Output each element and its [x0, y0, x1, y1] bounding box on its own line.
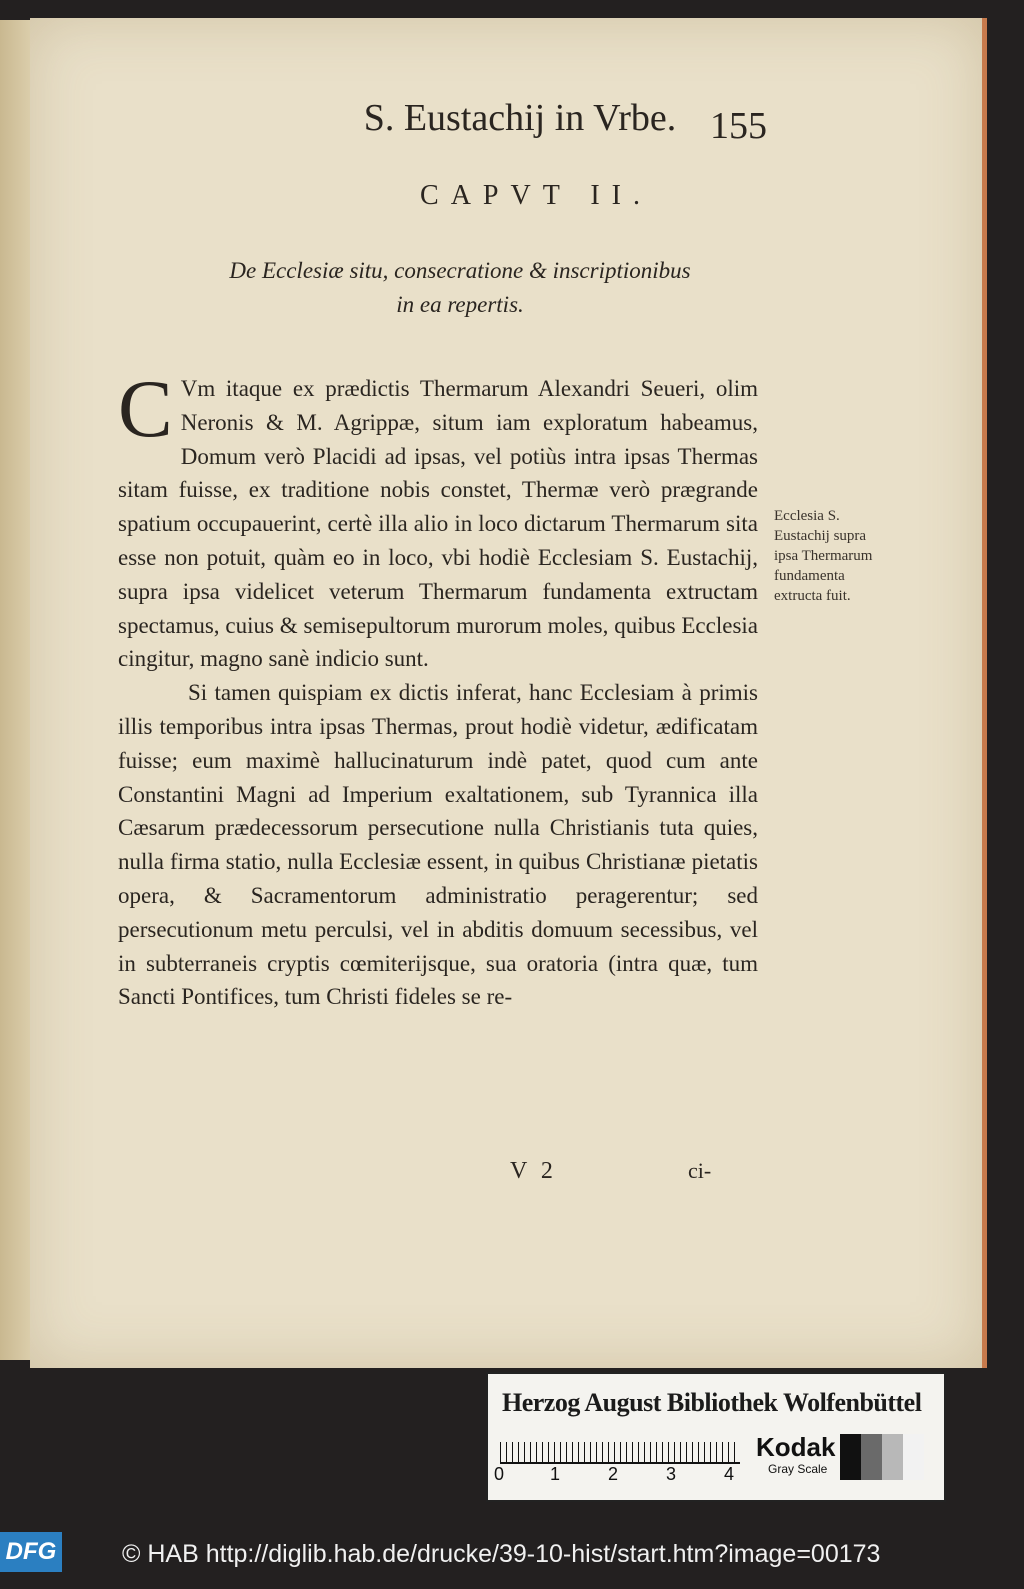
chapter-subtitle	[140, 254, 780, 322]
gray-swatch	[861, 1434, 882, 1480]
body-text	[118, 363, 758, 1014]
drop-cap: C	[118, 363, 173, 454]
color-calibration-bar	[486, 1372, 946, 1502]
subtitle-line-2: in ea repertis.	[396, 292, 524, 317]
dfg-logo: DFG	[0, 1532, 62, 1572]
running-head: S. Eustachij in Vrbe.	[363, 97, 677, 139]
signature-mark: V 2	[510, 1158, 557, 1184]
ruler-number: 3	[666, 1464, 677, 1484]
gray-swatch	[903, 1434, 924, 1480]
copyright-url[interactable]: © HAB http://diglib.hab.de/drucke/39-10-hist/start.htm?image=00173	[122, 1540, 881, 1568]
gray-scale-label: Gray Scale	[768, 1462, 828, 1476]
scan-left-edge	[0, 20, 34, 1360]
ruler-number: 0	[494, 1464, 505, 1484]
ruler-number: 1	[550, 1464, 561, 1484]
gray-swatch	[840, 1434, 861, 1480]
page-number: 155	[710, 105, 767, 147]
gray-swatch	[882, 1434, 903, 1480]
paragraph-1	[118, 363, 758, 676]
subtitle-line-1: De Ecclesiæ situ, consecratione & inscriptionibus	[229, 258, 691, 283]
chapter-heading: CAPVT II.	[420, 180, 652, 211]
book-page	[30, 18, 987, 1368]
marginal-note: Ecclesia S. Eustachij supra ipsa Thermarum fundamenta extructa fuit.	[774, 508, 873, 604]
library-name: Herzog August Bibliothek Wolfenbüttel	[502, 1388, 922, 1417]
ruler-number: 4	[724, 1464, 735, 1484]
ruler-number: 2	[608, 1464, 619, 1484]
catchword: ci-	[688, 1158, 712, 1183]
gray-swatches	[840, 1434, 924, 1480]
kodak-logo: Kodak	[756, 1432, 836, 1462]
scale-ruler	[500, 1428, 740, 1464]
paragraph-1-text: Vm itaque ex prædictis Thermarum Alexandri Seueri, olim Neronis & M. Agrippæ, situm iam exploratum habeamus, Domum verò Placidi ad ipsas, vel potiùs intra ipsas Thermas sitam fuisse, ex traditione nobis constet, Thermæ verò prægrande spatium occupauerint, certè illa alio in loco dictarum Thermarum sita esse non potuit, quàm eo in loco, vbi hodiè Ecclesiam S. Eustachij, supra ipsa videlicet veterum Thermarum fundamenta extructam spectamus, cuius & semisepultorum murorum moles, quibus Ecclesia cingitur, magno sanè indicio sunt.	[118, 376, 758, 672]
paragraph-2: Si tamen quispiam ex dictis inferat, hanc Ecclesiam à primis illis temporibus intra ipsas Thermas, prout hodiè videtur, ædificatam fuisse; eum maximè hallucinaturum indè patet, quod cum ante Constantini Magni ad Imperium exaltationem, sub Tyrannica illa Cæsarum prædecessorum persecutione nulla Christianis tuta quies, nulla firma statio, nulla Ecclesiæ essent, in quibus Christianæ pietatis opera, & Sacramentorum administratio peragerentur; sed persecutionum metu perculsi, vel in abditis domuum secessibus, vel in subterraneis cryptis cœmiterijsque, sua oratoria (intra quæ, tum Sancti Pontifices, tum Christi fideles se re-	[118, 680, 758, 1010]
